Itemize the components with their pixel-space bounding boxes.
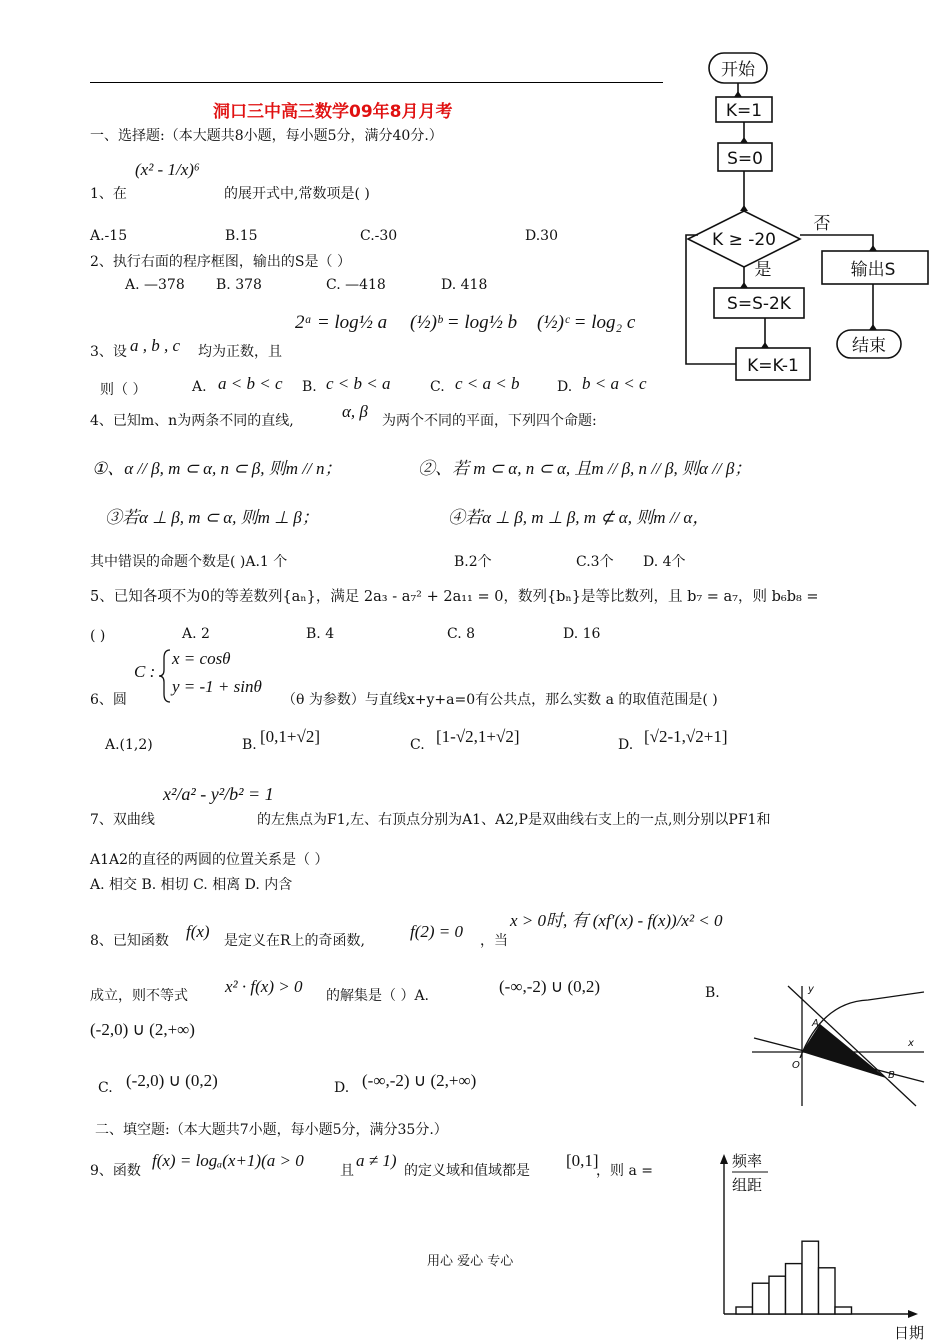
q5-option-b: B. 4 xyxy=(306,626,335,642)
q2-option-a: A. —378 xyxy=(125,277,185,293)
flow-s0-label: S=0 xyxy=(727,149,763,169)
q3-option-b: c < b < a xyxy=(326,374,391,393)
histogram-bar xyxy=(802,1241,819,1314)
q6-option-c: [1-√2,1+√2] xyxy=(436,727,520,746)
q8-fx: f(x) xyxy=(186,922,210,941)
q6-option-a: A.(1,2) xyxy=(105,737,153,753)
q5-text: 5、已知各项不为0的等差数列{aₙ}，满足 2a₃ - a₇² + 2a₁₁ = 0，数列{bₙ}是等比数列，且 b₇ = a₇，则 b₆b₈ = xyxy=(90,589,819,605)
graph-y-label: y xyxy=(808,984,814,995)
q1-prefix: 1、在 xyxy=(90,186,127,202)
q8-line2b: 的解集是（ ）A. xyxy=(326,988,430,1004)
q9-text: 的定义域和值域都是 xyxy=(404,1163,530,1179)
q9-interval: [0,1] xyxy=(566,1151,599,1170)
q3-eq2: (½)ᵇ = log½ b xyxy=(410,312,518,333)
q8-text: 是定义在R上的奇函数, xyxy=(224,933,365,949)
page-footer: 用心 爱心 专心 xyxy=(427,1254,514,1269)
q8-option-a: (-∞,-2) ∪ (0,2) xyxy=(499,977,601,996)
q3-option-a-label: A. xyxy=(192,379,207,395)
q3-option-d-label: D. xyxy=(557,379,573,395)
hist-ylabel-top: 频率 xyxy=(732,1152,763,1170)
section-2-heading: 二、填空题:（本大题共7小题，每小题5分，满分35分.） xyxy=(95,1122,448,1138)
q4-proposition-2: ②、若 m ⊂ α, n ⊂ α, 且m // β, n // β, 则α // β； xyxy=(418,459,752,478)
q8-option-c-label: C. xyxy=(98,1080,113,1096)
q8-option-b-label: B. xyxy=(705,985,720,1001)
q4-option-b: B.2个 xyxy=(454,554,492,570)
flow-k1-label: K=1 xyxy=(725,101,763,121)
q7-text-2: A1A2的直径的两圆的位置关系是（ ） xyxy=(90,852,329,868)
flow-end-label: 结束 xyxy=(852,336,886,356)
flow-condition-label: K ≥ -20 xyxy=(712,230,776,250)
q4-option-d: D. 4个 xyxy=(643,554,686,570)
q6-option-d: [√2-1,√2+1] xyxy=(644,727,728,746)
hist-xlabel: 日期 xyxy=(894,1324,925,1342)
q4-proposition-3: ③若α ⊥ β, m ⊂ α, 则m ⊥ β； xyxy=(105,508,319,527)
q4-proposition-4: ④若α ⊥ β, m ⊥ β, m ⊄ α, 则m // α， xyxy=(448,508,710,527)
q8-f2: f(2) = 0 xyxy=(410,922,464,941)
q8-option-d-label: D. xyxy=(334,1080,350,1096)
q9-function: f(x) = logₐ(x+1)(a > 0 xyxy=(152,1151,304,1170)
q2-option-c: C. —418 xyxy=(326,277,386,293)
flow-k-update-label: K=K-1 xyxy=(747,356,799,376)
q6-system-x: x = cosθ xyxy=(172,649,231,668)
flow-no-label: 否 xyxy=(813,214,831,234)
q1-option-c: C.-30 xyxy=(360,228,398,244)
q6-option-b: [0,1+√2] xyxy=(260,727,320,746)
q1-option-d: D.30 xyxy=(525,228,558,244)
histogram-bar xyxy=(753,1283,770,1314)
q6-option-d-label: D. xyxy=(618,737,634,753)
q6-brace xyxy=(158,648,172,704)
histogram-bar xyxy=(786,1264,803,1314)
graph-x-label: x xyxy=(908,1038,914,1049)
q4-text-2: 为两个不同的平面，下列四个命题: xyxy=(382,413,597,429)
flow-s-update-label: S=S-2K xyxy=(727,294,791,314)
q9-condition: a ≠ 1) xyxy=(356,1151,397,1170)
region-graph xyxy=(748,982,928,1112)
q3-option-d: b < a < c xyxy=(582,374,647,393)
q4-question: 其中错误的命题个数是( )A.1 个 xyxy=(90,554,288,570)
q3-answer-prefix: 则（ ） xyxy=(100,382,147,398)
q3-option-c-label: C. xyxy=(430,379,445,395)
q2-option-b: B. 378 xyxy=(216,277,262,293)
q8-line2: 成立，则不等式 xyxy=(90,988,188,1004)
q8-option-b: (-2,0) ∪ (2,+∞) xyxy=(90,1020,195,1039)
histogram-bars xyxy=(736,1241,852,1314)
q3-vars: a , b , c xyxy=(130,336,181,355)
q6-curve-label: C : xyxy=(134,662,156,681)
q8-option-d: (-∞,-2) ∪ (2,+∞) xyxy=(362,1071,477,1090)
q3-eq3: (½)ᶜ = log₂ c xyxy=(537,312,636,333)
q7-options: A. 相交 B. 相切 C. 相离 D. 内含 xyxy=(90,877,293,893)
header-rule xyxy=(90,82,663,83)
q8-when: ，当 xyxy=(480,933,508,949)
q9-and: 且 xyxy=(340,1163,354,1179)
q4-text: 4、已知m、n为两条不同的直线, xyxy=(90,413,294,429)
q5-paren: ( ) xyxy=(90,628,106,644)
q8-prefix: 8、已知函数 xyxy=(90,933,169,949)
q9-prefix: 9、函数 xyxy=(90,1163,141,1179)
q2-text: 2、执行右面的程序框图，输出的S是（ ） xyxy=(90,254,351,270)
q6-prefix: 6、圆 xyxy=(90,692,127,708)
q5-option-a: A. 2 xyxy=(182,626,210,642)
page-title: 洞口三中高三数学09年8月月考 xyxy=(213,102,453,122)
q3-option-c: c < a < b xyxy=(455,374,520,393)
q1-expression: (x² - 1/x)⁶ xyxy=(135,160,200,179)
histogram xyxy=(710,1150,946,1342)
q4-planes: α, β xyxy=(342,402,368,421)
q8-inequality: x² · f(x) > 0 xyxy=(225,977,303,996)
q6-text: （θ 为参数）与直线x+y+a=0有公共点，那么实数 a 的取值范围是( ) xyxy=(282,692,718,708)
graph-point-a: A xyxy=(812,1018,819,1029)
graph-origin-label: O xyxy=(792,1060,800,1071)
flow-yes-label: 是 xyxy=(754,260,772,280)
flow-start-label: 开始 xyxy=(721,60,755,80)
q3-option-b-label: B. xyxy=(302,379,317,395)
q9-end: ，则 a = xyxy=(596,1163,653,1179)
flowchart xyxy=(670,45,940,395)
q1-option-b: B.15 xyxy=(225,228,258,244)
histogram-bar xyxy=(819,1268,836,1314)
q5-option-c: C. 8 xyxy=(447,626,476,642)
q1-text: 的展开式中,常数项是( ) xyxy=(224,186,370,202)
flow-output-label: 输出S xyxy=(850,260,896,280)
q4-proposition-1: ①、α // β, m ⊂ α, n ⊂ β, 则m // n； xyxy=(92,459,342,478)
q5-option-d: D. 16 xyxy=(563,626,601,642)
q4-option-c: C.3个 xyxy=(576,554,614,570)
histogram-bar xyxy=(835,1307,852,1314)
section-1-heading: 一、选择题:（本大题共8小题，每小题5分，满分40分.） xyxy=(90,128,443,144)
histogram-bar xyxy=(736,1307,753,1314)
q8-option-c: (-2,0) ∪ (0,2) xyxy=(126,1071,218,1090)
histogram-bar xyxy=(769,1276,786,1314)
q6-system-y: y = -1 + sinθ xyxy=(172,677,262,696)
q7-prefix: 7、双曲线 xyxy=(90,812,155,828)
q2-option-d: D. 418 xyxy=(441,277,488,293)
q7-text: 的左焦点为F1,左、右顶点分别为A1、A2,P是双曲线右支上的一点,则分别以PF1和 xyxy=(257,812,771,828)
hist-ylabel-bottom: 组距 xyxy=(732,1176,763,1194)
q3-eq1: 2ᵃ = log½ a xyxy=(295,312,388,333)
q7-hyperbola: x²/a² - y²/b² = 1 xyxy=(163,784,274,804)
q3-prefix: 3、设 xyxy=(90,344,127,360)
q3-option-a: a < b < c xyxy=(218,374,283,393)
q6-option-b-label: B. xyxy=(242,737,257,753)
graph-point-b: B xyxy=(888,1070,895,1081)
q8-condition: x > 0时, 有 (xf′(x) - f(x))/x² < 0 xyxy=(510,911,723,930)
q3-text: 均为正数，且 xyxy=(198,344,282,360)
q6-option-c-label: C. xyxy=(410,737,425,753)
q1-option-a: A.-15 xyxy=(90,228,128,244)
